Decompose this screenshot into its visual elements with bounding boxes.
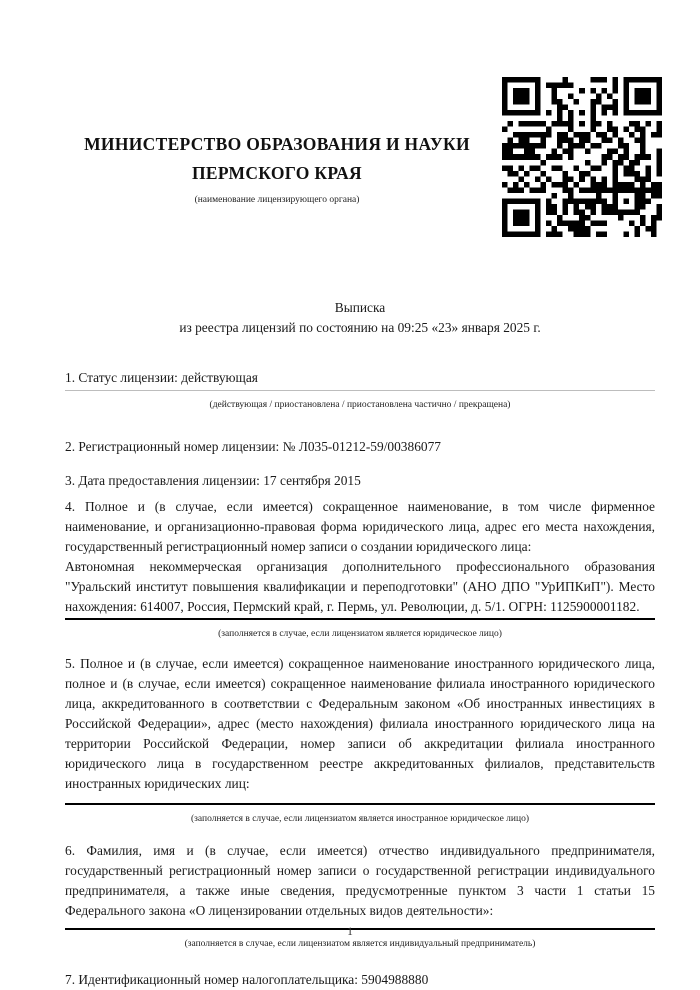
ministry-name-line2: ПЕРМСКОГО КРАЯ	[192, 163, 362, 183]
fill-line	[65, 618, 655, 642]
document-body	[65, 298, 655, 990]
license-status-item	[65, 368, 655, 413]
entrepreneur-note: (заполняется в случае, если лицензиатом является индивидуальный предприниматель)	[184, 939, 536, 949]
licensing-authority-name	[42, 130, 512, 188]
registration-number-text: 2. Регистрационный номер лицензии: № Л035-01212-59/00386077	[65, 439, 441, 454]
ministry-name-line1: МИНИСТЕРСТВО ОБРАЗОВАНИЯ И НАУКИ	[84, 134, 470, 154]
legal-entity-label: 4. Полное и (в случае, если имеется) сокращенное наименование, в том числе фирменное наименование, и организационно-правовая форма юридического лица, адрес его места нахождения, государственный регистрационный номер записи о создании юридического лица:	[65, 499, 655, 554]
document-title-line2: из реестра лицензий по состоянию на 09:25 «23» января 2025 г.	[179, 320, 541, 335]
fill-line	[65, 803, 655, 827]
fill-line	[65, 390, 655, 413]
qr-code-icon	[502, 77, 662, 237]
legal-entity-value: Автономная некоммерческая организация дополнительного профессионального образования "Уральский институт повышения квалификации и переподготовки" (АНО ДПО "УрИПКиП"). Место нахождения: 614007, Россия, Пермский край, г. Пермь, ул. Революции, д. 5/1. ОГРН: 1125900001182.	[65, 559, 655, 614]
taxpayer-number-text: 7. Идентификационный номер налогоплательщика: 5904988880	[65, 972, 429, 987]
page-number: 1	[347, 926, 353, 938]
entrepreneur-label: 6. Фамилия, имя и (в случае, если имеется) отчество индивидуального предпринимателя, государственный регистрационный номер записи о государственной регистрации индивидуального предпринимателя, а также иные сведения, предусмотренные пунктом 3 части 1 статьи 15 Федерального закона «О лицензировании отдельных видов деятельности»:	[65, 843, 655, 918]
document-title-line1: Выписка	[334, 300, 386, 315]
grant-date-item	[65, 471, 655, 491]
foreign-entity-item	[65, 654, 655, 827]
foreign-entity-note: (заполняется в случае, если лицензиатом является иностранное юридическое лицо)	[191, 814, 529, 824]
legal-entity-item	[65, 497, 655, 642]
taxpayer-number-item	[65, 970, 655, 990]
document-header	[42, 130, 512, 206]
document-title	[65, 298, 655, 338]
legal-entity-note: (заполняется в случае, если лицензиатом является юридическое лицо)	[218, 629, 502, 639]
foreign-entity-label: 5. Полное и (в случае, если имеется) сокращенное наименование иностранного юридического лица, полное и (в случае, если имеется) сокращенное наименование филиала иностранного юридического лица, аккредитованного в соответствии с Федеральным законом «Об иностранных инвестициях в Российской Федерации», адрес (место нахождения) филиала иностранного юридического лица на территории Российской Федерации, номер записи об аккредитации филиала иностранного юридического лица в государственном реестре аккредитованных филиалов, представительств иностранных юридических лиц:	[65, 656, 655, 791]
license-status-note: (действующая / приостановлена / приостановлена частично / прекращена)	[209, 400, 511, 410]
license-status-text: 1. Статус лицензии: действующая	[65, 370, 258, 385]
grant-date-text: 3. Дата предоставления лицензии: 17 сентября 2015	[65, 473, 361, 488]
licensing-authority-caption: (наименование лицензирующего органа)	[194, 195, 360, 205]
registration-number-item	[65, 437, 655, 457]
